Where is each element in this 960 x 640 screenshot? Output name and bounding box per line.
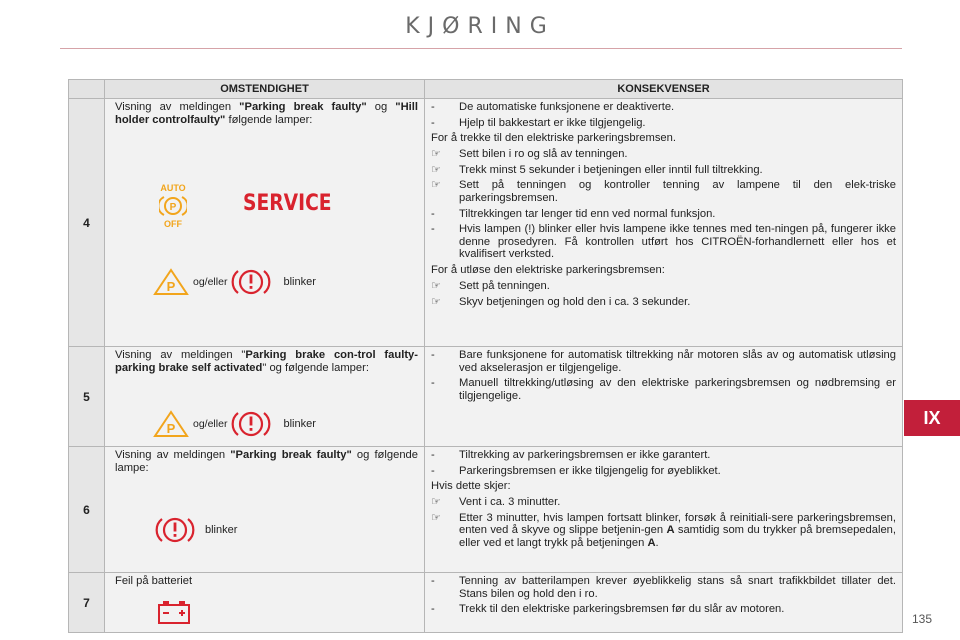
state-text: Visning av meldingen "Parking brake con-trol faulty-parking brake self activated" og følgende lamper: [115,349,418,374]
page-title: KJØRING [405,14,555,39]
list-item: ☞ Vent i ca. 3 minutter. [431,496,561,509]
state-cell [105,447,425,573]
row-number: 6 [69,447,105,573]
consequences-cell [425,573,903,633]
state-cell [105,573,425,633]
consequences-cell [425,99,903,347]
svg-text:P: P [166,279,176,294]
list-item: - Trekk til den elektriske parkeringsbremsen før du slår av motoren. [431,603,785,616]
finger-pointer-icon: ☞ [431,295,442,308]
list-item: ☞ Skyv betjeningen og hold den i ca. 3 sekunder. [431,295,691,308]
list-heading: For å utløse den elektriske parkeringsbremsen: [431,263,665,276]
consequences-table [68,79,903,633]
brake-fault-icon [155,515,195,545]
list-item: - Tiltrekkingen tar lenger tid enn ved normal funksjon. [431,207,716,220]
list-item: ☞ Sett på tenningen. [431,279,550,292]
list-heading: Hvis dette skjer: [431,480,511,493]
page-number: 135 [912,612,933,626]
list-item: - Hjelp til bakkestart er ikke tilgjengelig. [431,116,646,129]
state-text: Visning av meldingen "Parking break faulty" og "Hill holder controlfaulty" følgende lamper: [115,101,418,126]
table-row [69,573,903,633]
parking-warning-triangle-icon [153,410,189,438]
and-or-label: og/eller [193,418,228,430]
row-number: 5 [69,347,105,447]
state-cell [105,99,425,347]
list-item: ☞ Sett på tenningen og kontroller tenning av lampene til den elek-triske parkeringsbremsen. [431,179,896,204]
table-row [69,447,903,573]
state-text: Feil på batteriet [115,575,193,587]
parking-warning-triangle-icon [153,268,189,296]
list-item: - Bare funksjonene for automatisk tiltrekking når motoren slås av og automatisk utløsing ved akselerasjon er tilgjengelige. [431,349,896,374]
consequences-cell [425,347,903,447]
header-num [69,80,105,99]
warning-icons-row [155,515,237,545]
blinker-label: blinker [205,524,238,536]
row-number: 4 [69,99,105,347]
row-number: 7 [69,573,105,633]
list-item: ☞ Trekk minst 5 sekunder i betjeningen eller inntil full tiltrekking. [431,163,763,176]
list-item: - Parkeringsbremsen er ikke tilgjengelig for øyeblikket. [431,464,721,477]
list-item: - Tenning av batterilampen krever øyeblikkelig stans så snart trafikkbildet tillater det. Stans bilen og hold den i ro. [431,575,896,600]
list-item: ☞ Etter 3 minutter, hvis lampen fortsatt blinker, forsøk å reinitiali-sere parkeringsbremsen, enten ved å skyve og slippe betjenin-gen A samtidig som du trykker på bremsepedalen, eller ved et langt trykk på betjeningen A. [431,511,896,549]
title-divider [60,48,902,49]
finger-pointer-icon: ☞ [431,496,442,509]
list-item: ☞ Sett bilen i ro og slå av tenningen. [431,148,628,161]
warning-icons-row [153,267,316,297]
finger-pointer-icon: ☞ [431,148,442,161]
blinker-label: blinker [283,418,316,430]
state-cell [105,347,425,447]
consequences-cell [425,447,903,573]
svg-text:P: P [169,202,177,213]
auto-off-parking-icon: AUTO P OFF [160,183,186,229]
and-or-label: og/eller [193,276,228,288]
list-item: - Manuell tiltrekking/utløsing av den elektriske parkeringsbremsen og nødbremsing er tilgjengelige. [431,377,896,402]
service-icon: SERVICE [243,191,332,216]
battery-icon [157,599,191,625]
header-state: OMSTENDIGHET [105,80,425,99]
finger-pointer-icon: ☞ [431,511,442,524]
list-item: - Hvis lampen (!) blinker eller hvis lampene ikke tennes med ten-ningen på, fungerer ikke denne prosedyren. Få kontrollen utført hos CITROËN-forhandlernett eller hos et kvalifisert verksted. [431,223,896,261]
brake-fault-icon [231,267,271,297]
finger-pointer-icon: ☞ [431,279,442,292]
finger-pointer-icon: ☞ [431,179,442,192]
state-text: Visning av meldingen "Parking break faulty" og følgende lampe: [115,449,418,474]
chapter-tab[interactable]: IX [904,400,960,436]
list-item: - De automatiske funksjonene er deaktiverte. [431,101,675,113]
list-item: - Tiltrekking av parkeringsbremsen er ikke garantert. [431,449,711,461]
svg-text:P: P [166,421,176,436]
brake-fault-icon [231,409,271,439]
list-heading: For å trekke til den elektriske parkeringsbremsen. [431,132,676,145]
header-consequences: KONSEKVENSER [425,80,903,99]
finger-pointer-icon: ☞ [431,163,442,176]
warning-icons-row [153,409,316,439]
blinker-label: blinker [283,276,316,288]
table-row [69,347,903,447]
table-header-row [69,80,903,99]
table-row [69,99,903,347]
